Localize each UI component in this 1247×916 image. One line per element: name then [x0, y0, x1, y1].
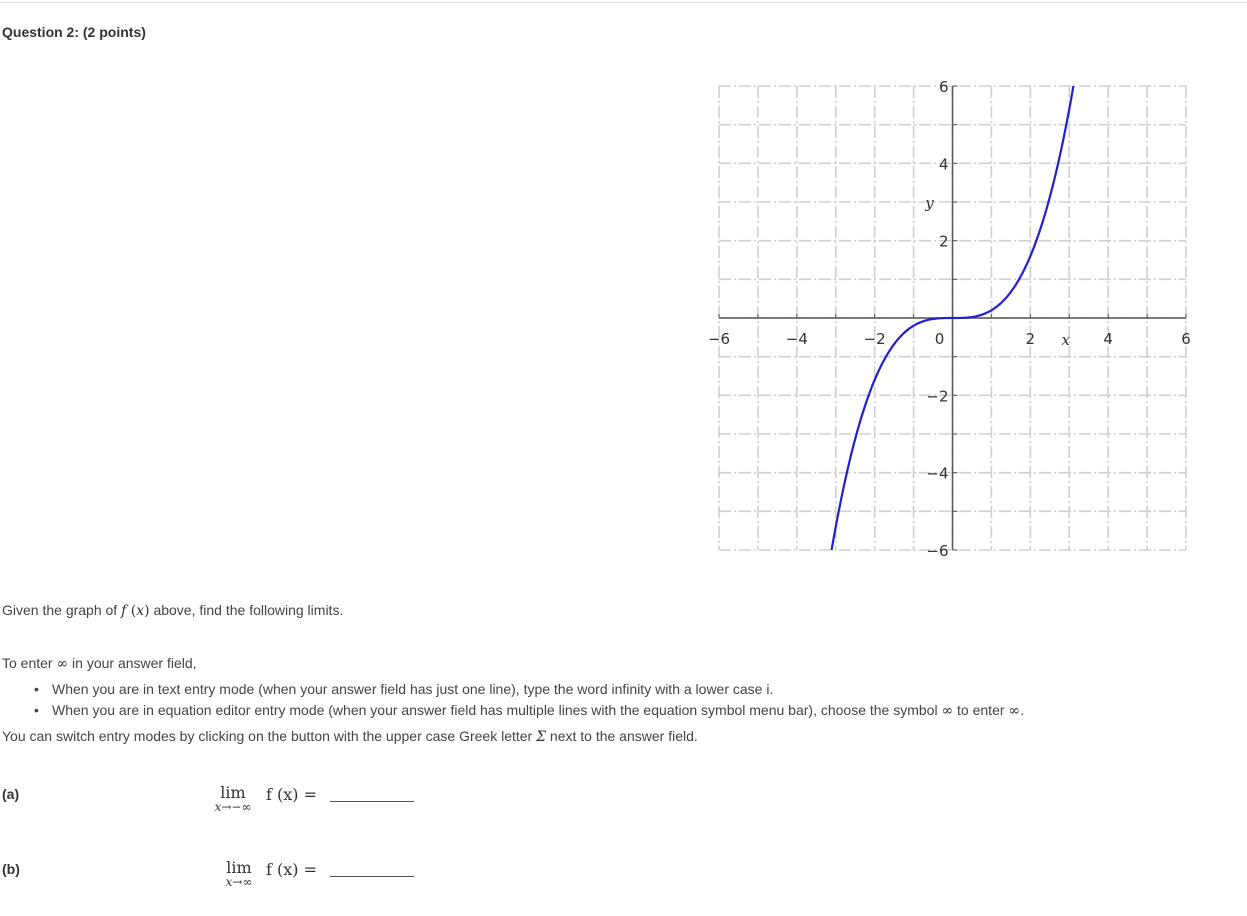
bullet-dot: •	[34, 681, 39, 697]
part-a-limit	[200, 783, 266, 814]
infinity-symbol: ∞	[56, 656, 69, 672]
lim-subscript: x→−∞	[214, 800, 252, 814]
infinity-symbol: ∞	[941, 703, 954, 719]
y-tick-label: 6	[938, 78, 949, 96]
graph-svg	[700, 70, 1200, 560]
x-tick-label: 4	[1103, 330, 1113, 348]
part-a-expression: f (x) =	[266, 785, 318, 804]
bullet-2-mid: to enter	[953, 702, 1009, 718]
lim-word: lim	[220, 783, 246, 802]
top-divider	[0, 2, 1247, 3]
y-axis-label: y	[925, 193, 934, 212]
y-tick-label: −4	[926, 464, 949, 483]
part-b-limit	[212, 858, 266, 889]
switch-mode-text	[2, 728, 698, 745]
intro-lparen: (	[126, 603, 137, 619]
part-a-label: (a)	[2, 786, 20, 802]
intro-pre: Given the graph of	[2, 602, 122, 618]
x-tick-label: −2	[863, 330, 886, 348]
question-title: Question 2: (2 points)	[2, 24, 146, 40]
x-tick-label: 6	[1181, 330, 1191, 348]
infinity-symbol: ∞	[1008, 703, 1021, 719]
instr-post: in your answer field,	[68, 655, 197, 671]
part-b-answer-field[interactable]	[330, 876, 414, 877]
instr-pre: To enter	[2, 655, 57, 671]
lim-word: lim	[226, 858, 252, 877]
x-tick-label: 2	[1025, 330, 1036, 348]
y-tick-label: 2	[938, 232, 949, 251]
x-tick-label: −4	[785, 330, 808, 348]
y-tick-label: −6	[926, 542, 949, 560]
intro-func: f	[121, 603, 127, 619]
intro-post: above, find the following limits.	[149, 602, 344, 618]
switch-post: next to the answer field.	[546, 728, 698, 744]
intro-rparen: )	[144, 603, 150, 619]
bullet-2-pre: When you are in equation editor entry mode (when your answer field has multiple lines with the equation symbol menu bar), choose the symbol	[52, 702, 942, 718]
x-tick-label: −6	[707, 330, 731, 348]
x-axis-label: x	[1061, 331, 1070, 350]
bullet-1-text: When you are in text entry mode (when your answer field has just one line), type the word infinity with a lower case i.	[52, 681, 774, 697]
bullet-2-text	[52, 702, 1024, 719]
function-graph	[700, 70, 1200, 565]
lim-subscript: x→∞	[225, 875, 253, 889]
bullet-dot: •	[34, 702, 39, 718]
y-tick-label: −2	[926, 387, 949, 406]
part-b-expression: f (x) =	[266, 860, 318, 879]
infinity-instructions	[2, 655, 197, 672]
intro-text	[2, 602, 343, 619]
intro-var: x	[136, 603, 145, 619]
part-a-answer-field[interactable]	[330, 801, 414, 802]
x-tick-label: 0	[934, 330, 945, 348]
part-b-label: (b)	[2, 861, 20, 877]
switch-pre: You can switch entry modes by clicking on the button with the upper case Greek letter	[2, 728, 537, 744]
bullet-2-end: .	[1020, 702, 1024, 718]
sigma-symbol: Σ	[536, 729, 547, 745]
y-tick-label: 4	[938, 155, 949, 174]
